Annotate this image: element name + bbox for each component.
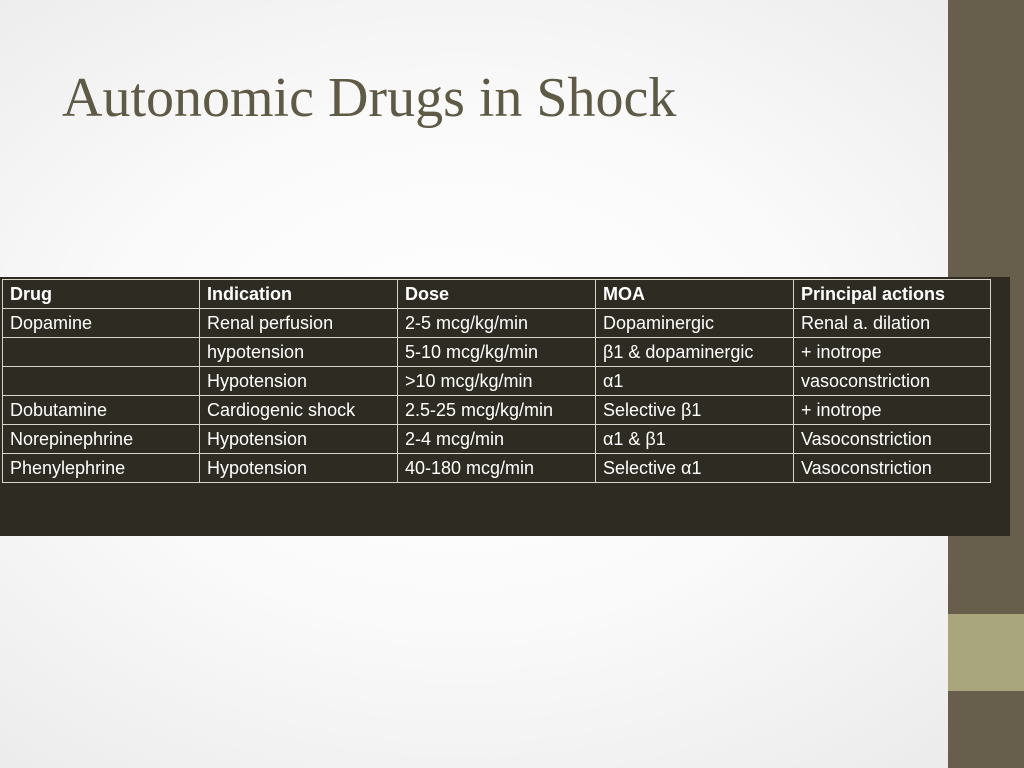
cell-moa: Dopaminergic (596, 309, 794, 338)
cell-principal-actions: + inotrope (794, 338, 991, 367)
table-header-row (3, 280, 991, 309)
cell-indication: Renal perfusion (200, 309, 398, 338)
cell-drug: Norepinephrine (3, 425, 200, 454)
sidebar-accent-block (948, 614, 1024, 691)
cell-dose: 5-10 mcg/kg/min (398, 338, 596, 367)
cell-drug: Dopamine (3, 309, 200, 338)
header-dose: Dose (398, 280, 596, 309)
cell-principal-actions: Vasoconstriction (794, 454, 991, 483)
cell-principal-actions: Renal a. dilation (794, 309, 991, 338)
cell-dose: 40-180 mcg/min (398, 454, 596, 483)
header-principal-actions: Principal actions (794, 280, 991, 309)
cell-drug: Dobutamine (3, 396, 200, 425)
header-moa: MOA (596, 280, 794, 309)
cell-moa: β1 & dopaminergic (596, 338, 794, 367)
table-row (3, 454, 991, 483)
cell-dose: 2.5-25 mcg/kg/min (398, 396, 596, 425)
cell-moa: Selective α1 (596, 454, 794, 483)
cell-drug (3, 367, 200, 396)
header-drug: Drug (3, 280, 200, 309)
cell-drug: Phenylephrine (3, 454, 200, 483)
cell-principal-actions: Vasoconstriction (794, 425, 991, 454)
cell-indication: Hypotension (200, 425, 398, 454)
cell-moa: Selective β1 (596, 396, 794, 425)
cell-drug (3, 338, 200, 367)
cell-indication: Cardiogenic shock (200, 396, 398, 425)
header-indication: Indication (200, 280, 398, 309)
slide-title: Autonomic Drugs in Shock (62, 67, 677, 129)
cell-moa: α1 (596, 367, 794, 396)
cell-indication: Hypotension (200, 367, 398, 396)
table-row (3, 396, 991, 425)
cell-principal-actions: vasoconstriction (794, 367, 991, 396)
table-row (3, 425, 991, 454)
cell-principal-actions: + inotrope (794, 396, 991, 425)
table-row (3, 367, 991, 396)
table-panel (0, 277, 1010, 536)
table-row (3, 309, 991, 338)
cell-dose: 2-4 mcg/min (398, 425, 596, 454)
cell-indication: Hypotension (200, 454, 398, 483)
cell-dose: 2-5 mcg/kg/min (398, 309, 596, 338)
table-row (3, 338, 991, 367)
cell-indication: hypotension (200, 338, 398, 367)
cell-dose: >10 mcg/kg/min (398, 367, 596, 396)
cell-moa: α1 & β1 (596, 425, 794, 454)
drug-table (2, 279, 991, 483)
